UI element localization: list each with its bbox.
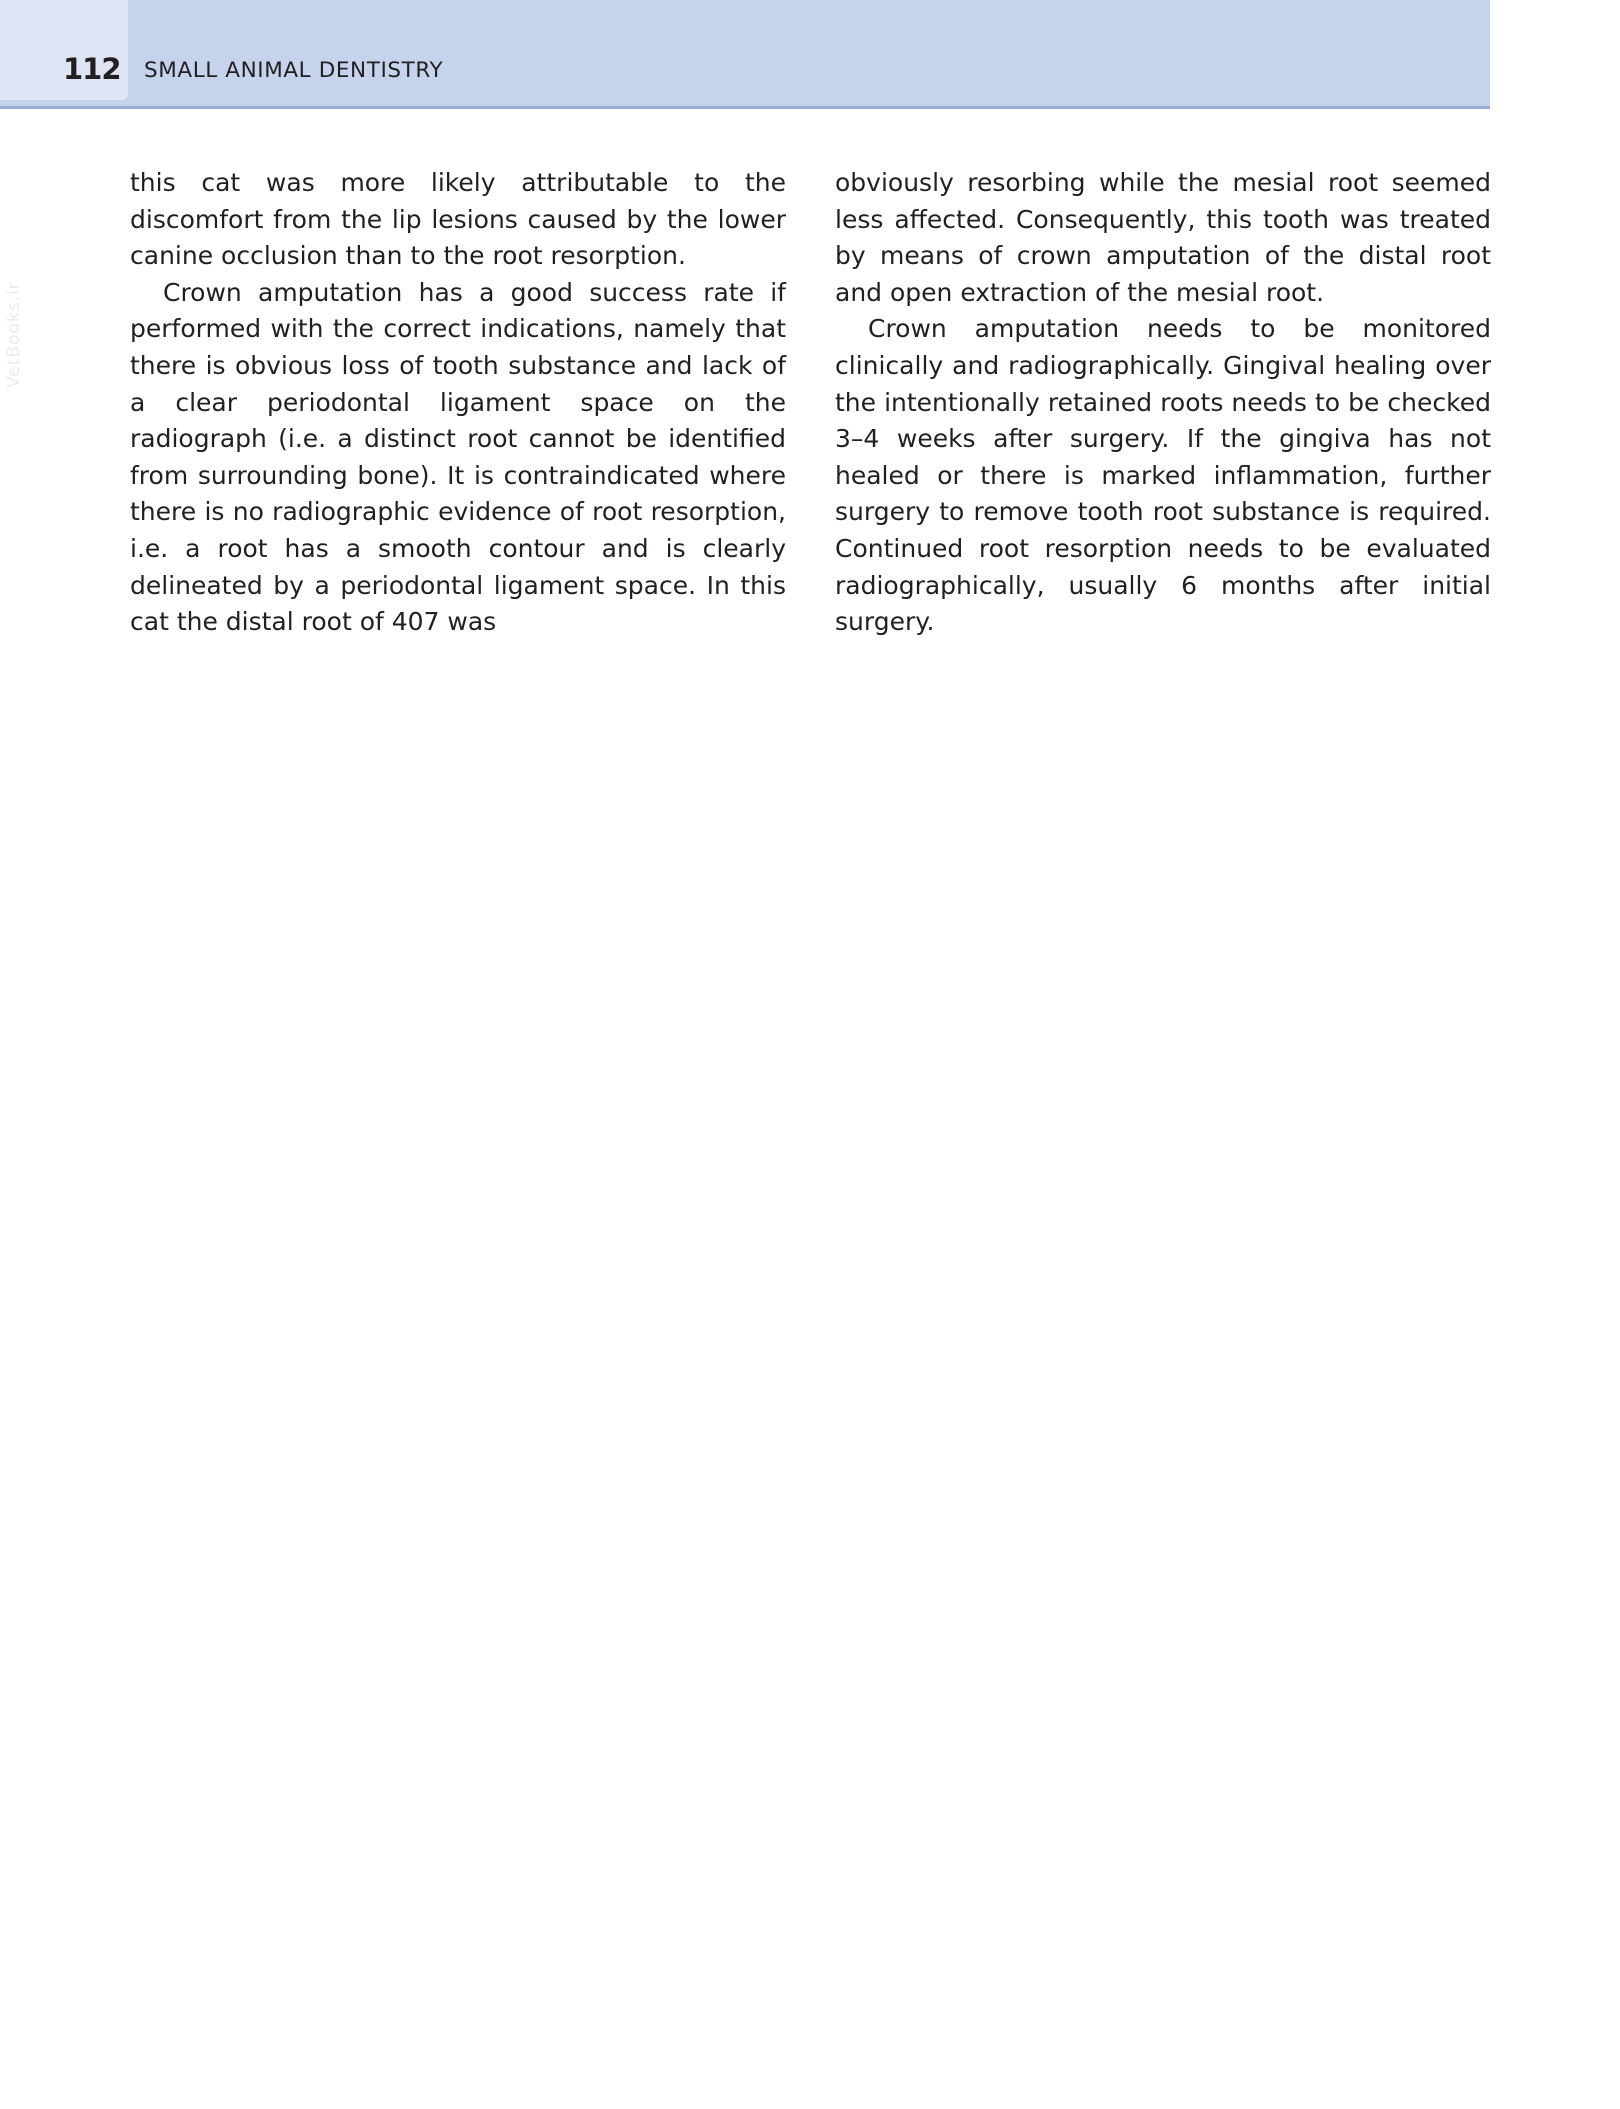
watermark: VetBooks.ir [4, 281, 24, 388]
body-paragraph: Crown amputation has a good success rate if performed with the correct indications, namely that there is obvious loss of tooth substance and lack of a clear periodontal ligament space on the radiograph (i.e. a distinct root cannot be identified from surrounding bone). It is contraindicated where there is no radiographic evidence of root resorption, i.e. a root has a smooth contour and is clearly delineated by a periodontal ligament space. In this cat the distal root of 407 was [130, 277, 786, 637]
running-title: SMALL ANIMAL DENTISTRY [144, 58, 444, 83]
left-text-column [130, 165, 786, 641]
body-paragraph: obviously resorbing while the mesial root seemed less affected. Consequently, this tooth was treated by means of crown amputation of the distal root and open extraction of the mesial root. [835, 168, 1491, 307]
body-paragraph: Crown amputation needs to be monitored clinically and radiographically. Gingival healing over the intentionally retained roots needs to be checked 3–4 weeks after surgery. If the gingiva has not healed or there is marked inflammation, further surgery to remove tooth root substance is required. Continued root resorption needs to be evaluated radiographically, usually 6 months after initial surgery. [835, 314, 1491, 637]
right-text-column [835, 165, 1491, 641]
page-number: 112 [63, 52, 121, 86]
body-paragraph: this cat was more likely attributable to the discomfort from the lip lesions caused by the lower canine occlusion than to the root resorption. [130, 168, 786, 271]
running-header-band [0, 0, 1490, 109]
